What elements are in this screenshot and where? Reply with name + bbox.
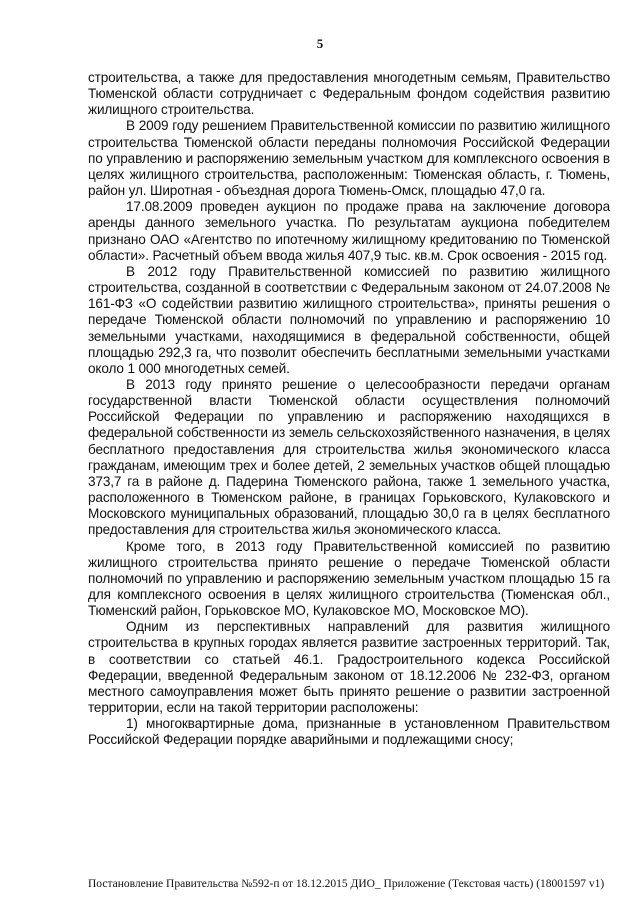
paragraph-2012-decision: В 2012 году Правительственной комиссией по развитию жилищного строительства, созданной в соответствии с Федеральным законом от 24.07.2008 № 161-ФЗ «О содействии развитию жилищного строительства», приняты решения о передаче Тюменской области полномочий по управлению и распоряжению 10 земельными участками, находящимися в федеральной собственности, общей площадью 292,3 га, что позволит обеспечить бесплатными земельными участками около 1 000 многодетных семей. bbox=[88, 263, 610, 376]
paragraph-continuation: строительства, а также для предоставления многодетным семьям, Правительство Тюменской области сотрудничает с Федеральным фондом содействия развитию жилищного строительства. bbox=[88, 70, 610, 118]
document-body bbox=[88, 70, 610, 749]
page-number: 5 bbox=[316, 36, 324, 51]
list-item-1: 1) многоквартирные дома, признанные в установленном Правительством Российской Федерации порядке аварийными и подлежащими сносу; bbox=[88, 716, 610, 748]
paragraph-auction: 17.08.2009 проведен аукцион по продаже права на заключение договора аренды данного земельного участка. По результатам аукциона победителем признано ОАО «Агентство по ипотечному жилищному кредитованию по Тюменской области». Расчетный объем ввода жилья 407,9 тыс. кв.м. Срок освоения - 2015 год. bbox=[88, 199, 610, 263]
paragraph-2013-additional: Кроме того, в 2013 году Правительственной комиссией по развитию жилищного строительства принято решение о передаче Тюменской области полномочий по управлению и распоряжению земельным участком площадью 15 га для комплексного освоения в целях жилищного строительства (Тюменская обл., Тюменский район, Горьковское МО, Кулаковское МО, Московское МО). bbox=[88, 538, 610, 619]
document-footer: Постановление Правительства №592-п от 18.12.2015 ДИО_ Приложение (Текстовая часть) (18001597 v1) bbox=[88, 878, 605, 890]
paragraph-2009-decision: В 2009 году решением Правительственной комиссии по развитию жилищного строительства Тюменской области переданы полномочия Российской Федерации по управлению и распоряжению земельным участком для комплексного освоения в целях жилищного строительства, расположенным: Тюменская область, г. Тюмень, район ул. Широтная - объездная дорога Тюмень-Омск, площадью 47,0 га. bbox=[88, 118, 610, 199]
paragraph-2013-decision: В 2013 году принято решение о целесообразности передачи органам государственной власти Тюменской области осуществления полномочий Российской Федерации по управлению и распоряжению находящихся в федеральной собственности из земель сельскохозяйственного назначения, в целях бесплатного предоставления для строительства жилья экономического класса гражданам, имеющим трех и более детей, 2 земельных участков общей площадью 373,7 га в районе д. Падерина Тюменского района, также 1 земельного участка, расположенного в Тюменском районе, в границах Горьковского, Кулаковского и Московского муниципальных образований, площадью 30,0 га в целях бесплатного предоставления для строительства жилья экономического класса. bbox=[88, 376, 610, 538]
paragraph-developed-territories: Одним из перспективных направлений для развития жилищного строительства в крупных городах является развитие застроенных территорий. Так, в соответствии со статьей 46.1. Градостроительного кодекса Российской Федерации, введенной Федеральным законом от 18.12.2006 № 232-ФЗ, органом местного самоуправления может быть принято решение о развитии застроенной территории, если на такой территории расположены: bbox=[88, 619, 610, 716]
